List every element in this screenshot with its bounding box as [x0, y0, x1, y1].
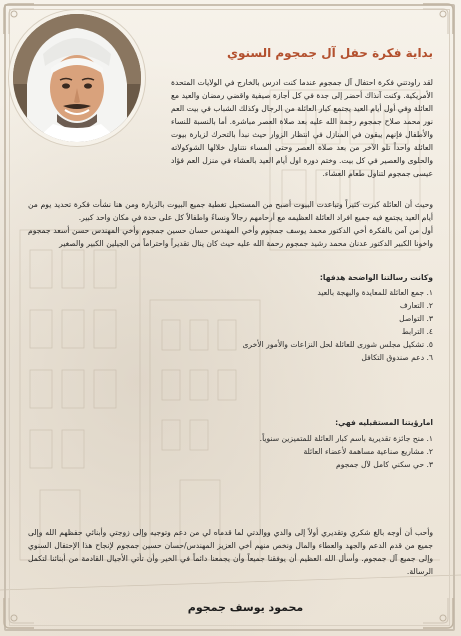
author-signature: محمود يوسف جمجوم [187, 601, 304, 614]
list-item: ٦. دعم صندوق التكافل [361, 353, 433, 362]
thanks-paragraph: وأحب أن أوجه بالغ شكري وتقديري أولاً إلى والدي ووالدتي لما قدماه لي من دعم وتوجيه وإلى زوجتي وأبنائي حفظهم الله وإلى جميع من قدم الدعم والجهد والعطاء والمال ونخص منهم أخي العزيز المهندس/حسان حسين جمجوم لإنجاح هذا الإحتفال السنوي وإلى جميع آل جمجوم. وأسأل الله العظيم أن يوفقنا جميعاً وأن يجمعنا دائماً في الخير وأن تأتي الأجيال القادمة من أبنائنا لتكمل الرسالة. [28, 527, 433, 576]
list-item: ١. جمع العائلة للمعايدة والبهجة بالعيد [317, 288, 433, 297]
author-portrait [13, 14, 141, 142]
corner-ornament-icon [421, 2, 455, 36]
list-item: ٥. تشكيل مجلس شورى للعائلة لحل النزاعات والأمور الأخرى [242, 340, 433, 349]
list-item: ٤. الترابط [401, 327, 433, 336]
family-growth-paragraph: وحيث أن العائلة كبرت كثيراً وتباعدت البيوت أصبح من المستحيل تغطية جميع البيوت بالزيارة ومن هنا نشأت فكرة تحديد يوم من أيام العيد يجتمع فيه جميع افراد العائلة العظيمه مع أرحامهم رجالاً ونساءً واطفالاً كل على حدة في مكان واحد كبير. [28, 199, 433, 222]
corner-ornament-icon [2, 2, 36, 36]
page-title: بداية فكرة حفل آل جمجوم السنوي [226, 46, 433, 60]
vision-heading: امارؤيتنا المستقبليه فهي: [335, 418, 433, 427]
list-item: ٣. التواصل [399, 314, 433, 323]
goals-heading: وكانت رسالتنا الواضحة هدفها: [319, 273, 433, 282]
list-item: ٢. التعارف [399, 301, 433, 310]
portrait-illustration [13, 14, 141, 142]
goals-list [133, 286, 433, 364]
supporters-paragraph: أول من آمن بالفكرة أخي الدكتور محمد يوسف جمجوم وأخي المهندس حسان حسين جمجوم وأخي المهندس حسن أسعد جمجوم واخونا الكبير الدكتور عدنان محمد رشيد جمجوم رحمة الله عليه حيث كان ينال تقديراً واحتراماً من الجيلين الكبير والصغير [28, 225, 433, 248]
intro-paragraph: لقد راودتني فكرة احتفال آل جمجوم عندما كنت ادرس بالخارج في الولايات المتحدة الأمريكية. وكنت آنذاك أحضر إلى جدة في كل أجازة صيفية واقضي رمضان والعيد مع العائلة وفي أول أيام العيد يجتمع كبار العائلة من الرجال وكذلك الشباب في بيت العم نور محمد صلاح جمجوم رحمة الله عليه بعد صلاة العصر مباشرة. أما بالنسبة للنساء والأطفال فإنهم يبقون في المنازل في انتظار الزوار حيث نبدأ بالتحرك لزيارة بيوت العائلة واحداً تلو الآخر من بعد صلاة العصر وحتى المساء نتناول خلالها الشوكولاته والحلوى والعصير في كل بيت. وختم دورة اول أيام العيد بالعشاء في منزل العم فؤاد عيسى جمجوم لتناول طعام العشاء. [171, 77, 433, 178]
list-item: ٢. مشاريع صناعية مساهمة لأعضاء العائلة [303, 447, 433, 456]
list-item: ٣. حي سكني كامل لآل جمجوم [336, 460, 433, 469]
vision-list [133, 432, 433, 471]
list-item: ١. منح جائزة تقديرية باسم كبار العائلة للمتميزين سنوياً. [259, 434, 433, 443]
